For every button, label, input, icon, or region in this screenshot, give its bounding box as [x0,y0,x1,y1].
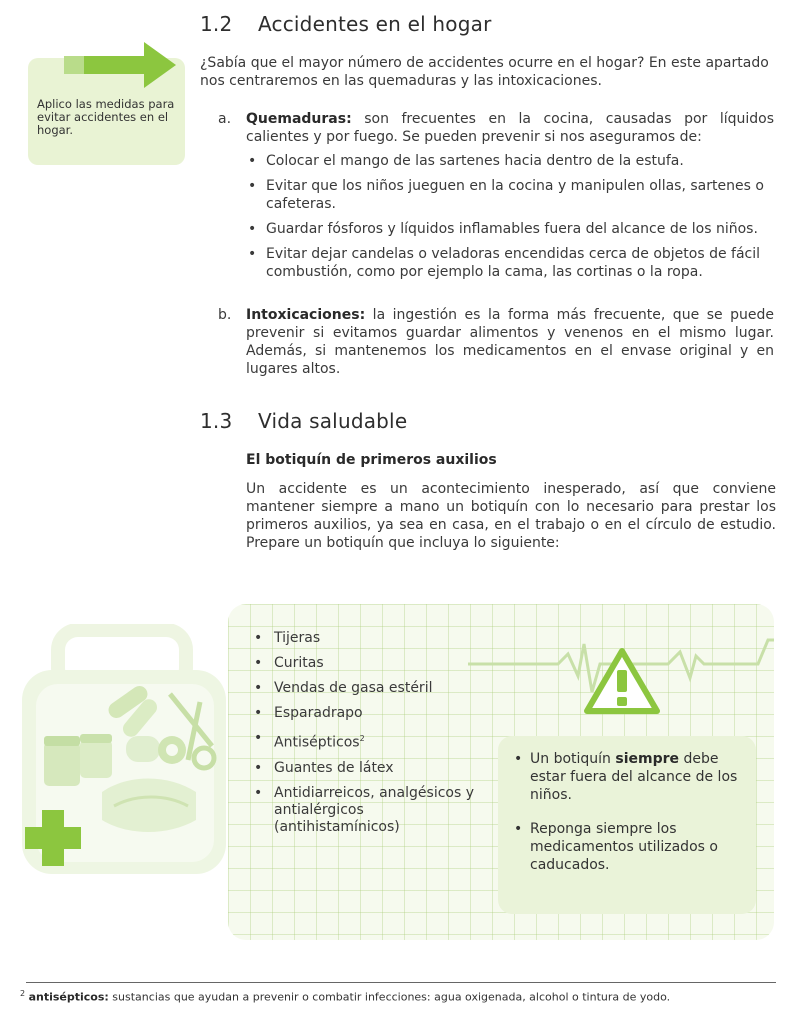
list-item: • Guantes de látex [252,760,482,777]
first-aid-kit-paragraph: Un accidente es un acontecimiento inesperado, así que conviene mantener siempre a mano un botiquín con lo necesario para prestar los primeros auxilios, ya sea en casa, en el trabajo o en el círculo de estudio. Prepare un botiquín que incluya lo siguiente: [246,481,776,551]
section-1-2-heading [200,12,492,36]
item-b [218,306,774,378]
item-letter: b. [218,307,232,323]
term-quemaduras: Quemaduras: [246,111,352,127]
list-item-text: Antisépticos [274,734,360,751]
footnote-text: sustancias que ayudan a prevenir o combatir infecciones: agua oxigenada, alcohol o tintura de yodo. [108,990,671,1004]
list-item-with-footnote [252,730,482,752]
first-aid-kit-list [252,630,482,844]
list-item: • Colocar el mango de las sartenes hacia dentro de la estufa. [246,152,774,170]
section-title: Accidentes en el hogar [258,12,492,36]
section-1-2-intro: ¿Sabía que el mayor número de accidentes ocurre en el hogar? En este apartado nos centraremos en las quemaduras y las intoxicaciones. [200,55,769,89]
section-1-3-heading [200,409,407,433]
item-b-text [246,306,774,378]
list-item: • Antidiarreicos, analgésicos y antialérgicos (antihistamínicos) [252,785,482,836]
section-title: Vida saludable [258,409,408,433]
list-item: • Evitar que los niños jueguen en la cocina y manipulen ollas, sartenes o cafeteras. [246,177,774,213]
footnote-term: antisépticos: [28,990,109,1004]
item-b-description: la ingestión es la forma más frecuente, que se puede prevenir si evitamos guardar alimentos y venenos en el mismo lugar. Además, si mantenemos los medicamentos en el envase original y en lugares altos. [246,307,774,377]
emphasis-text: siempre [615,751,680,767]
list-item: • Tijeras [252,630,482,647]
item-letter: a. [218,111,232,127]
list-item: • Curitas [252,655,482,672]
warning-item [514,750,742,804]
burn-prevention-list [246,152,774,281]
footnote-divider [26,982,776,983]
list-item: • Guardar fósforos y líquidos inflamables fuera del alcance de los niños. [246,220,774,238]
footnote-reference: 2 [359,734,365,743]
footnote-mark: 2 [20,989,26,998]
list-item: • Evitar dejar candelas o veladoras encendidas cerca de objetos de fácil combustión, como por ejemplo la cama, las cortinas o la ropa. [246,245,774,281]
warning-triangle-icon [583,646,661,716]
warning-item: • Reponga siempre los medicamentos utilizados o caducados. [514,820,742,874]
warning-list [498,736,756,874]
list-item: • Esparadrapo [252,705,482,722]
arrow-right-icon [64,40,178,90]
section-number: 1.3 [200,409,233,433]
footnote [20,989,670,1004]
item-a-description: son frecuentes en la cocina, causadas por líquidos calientes y por fuego. Se pueden prevenir si nos aseguramos de: [246,111,774,145]
item-a [218,110,774,288]
warning-text: Un botiquín [530,751,616,767]
list-item: • Vendas de gasa estéril [252,680,482,697]
warning-text: debe estar fuera del alcance de los niños. [530,751,738,803]
first-aid-kit-subtitle: El botiquín de primeros auxilios [246,452,497,468]
sidebar-note-text: Aplico las medidas para evitar accidentes en el hogar. [37,97,175,137]
term-intoxicaciones: Intoxicaciones: [246,307,366,323]
warning-callout-box [498,736,756,914]
item-a-text [246,110,774,146]
first-aid-kit-illustration [18,624,228,876]
section-number: 1.2 [200,12,233,36]
